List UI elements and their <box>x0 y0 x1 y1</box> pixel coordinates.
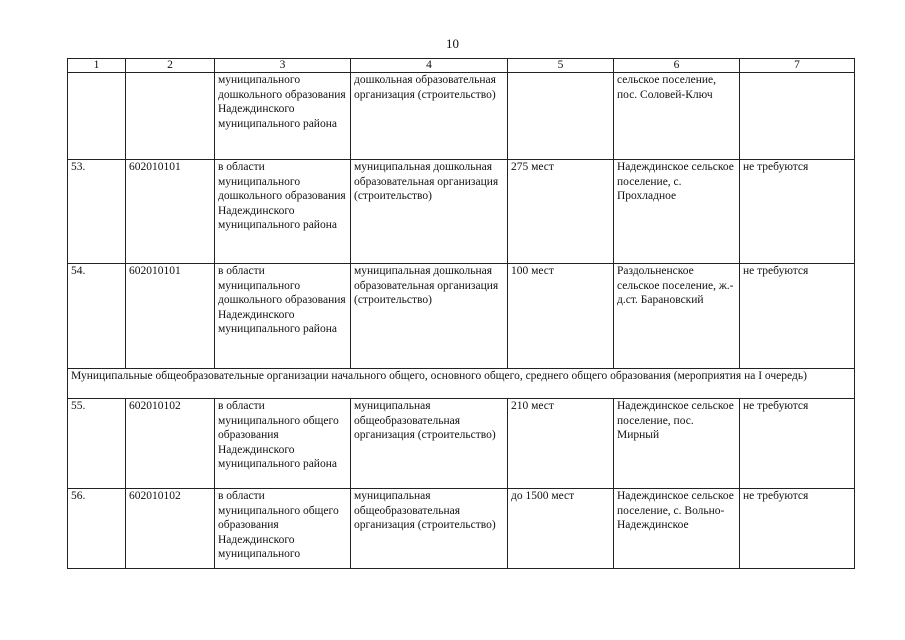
table-row <box>68 399 855 489</box>
cell-area: в области муниципального общего образования Надеждинского муниципального района <box>215 399 351 489</box>
cell-type: муниципальная дошкольная образовательная организация (строительство) <box>351 264 508 369</box>
cell-code: 602010102 <box>126 399 215 489</box>
page-number: 10 <box>446 36 459 51</box>
cell-zones: не требуются <box>740 160 855 264</box>
column-header-7: 7 <box>740 59 855 73</box>
cell-code: 602010101 <box>126 264 215 369</box>
header-row <box>68 59 855 73</box>
cell-code <box>126 73 215 160</box>
cell-type: дошкольная образовательная организация (строительство) <box>351 73 508 160</box>
cell-capacity: до 1500 мест <box>508 489 614 569</box>
column-header-3: 3 <box>215 59 351 73</box>
cell-number: 54. <box>68 264 126 369</box>
cell-area: в области муниципального общего образования Надеждинского муниципального <box>215 489 351 569</box>
cell-type: муниципальная дошкольная образовательная организация (строительство) <box>351 160 508 264</box>
cell-zones <box>740 73 855 160</box>
column-header-5: 5 <box>508 59 614 73</box>
cell-zones: не требуются <box>740 264 855 369</box>
cell-capacity: 210 мест <box>508 399 614 489</box>
planning-table <box>67 58 855 569</box>
cell-code: 602010101 <box>126 160 215 264</box>
cell-number: 56. <box>68 489 126 569</box>
cell-area: в области муниципального дошкольного образования Надеждинского муниципального района <box>215 264 351 369</box>
cell-area: муниципального дошкольного образования Надеждинского муниципального района <box>215 73 351 160</box>
section-heading: Муниципальные общеобразовательные организации начального общего, основного общего, среднего общего образования (мероприятия на I очередь) <box>68 369 855 399</box>
cell-location: Надеждинское сельское поселение, с. Прохладное <box>614 160 740 264</box>
cell-zones: не требуются <box>740 489 855 569</box>
cell-area: в области муниципального дошкольного образования Надеждинского муниципального района <box>215 160 351 264</box>
cell-capacity: 275 мест <box>508 160 614 264</box>
column-header-6: 6 <box>614 59 740 73</box>
cell-location: Надеждинское сельское поселение, пос. Мирный <box>614 399 740 489</box>
cell-number: 55. <box>68 399 126 489</box>
table-row <box>68 160 855 264</box>
column-header-4: 4 <box>351 59 508 73</box>
cell-location: Раздольненское сельское поселение, ж.-д.ст. Барановский <box>614 264 740 369</box>
cell-location: сельское поселение, пос. Соловей-Ключ <box>614 73 740 160</box>
column-header-2: 2 <box>126 59 215 73</box>
section-heading-row <box>68 369 855 399</box>
table-row <box>68 489 855 569</box>
cell-zones: не требуются <box>740 399 855 489</box>
cell-capacity <box>508 73 614 160</box>
cell-location: Надеждинское сельское поселение, с. Вольно-Надеждинское <box>614 489 740 569</box>
table-row <box>68 264 855 369</box>
column-header-1: 1 <box>68 59 126 73</box>
cell-number <box>68 73 126 160</box>
cell-capacity: 100 мест <box>508 264 614 369</box>
cell-number: 53. <box>68 160 126 264</box>
cell-type: муниципальная общеобразовательная организация (строительство) <box>351 489 508 569</box>
table-row <box>68 73 855 160</box>
cell-code: 602010102 <box>126 489 215 569</box>
cell-type: муниципальная общеобразовательная организация (строительство) <box>351 399 508 489</box>
